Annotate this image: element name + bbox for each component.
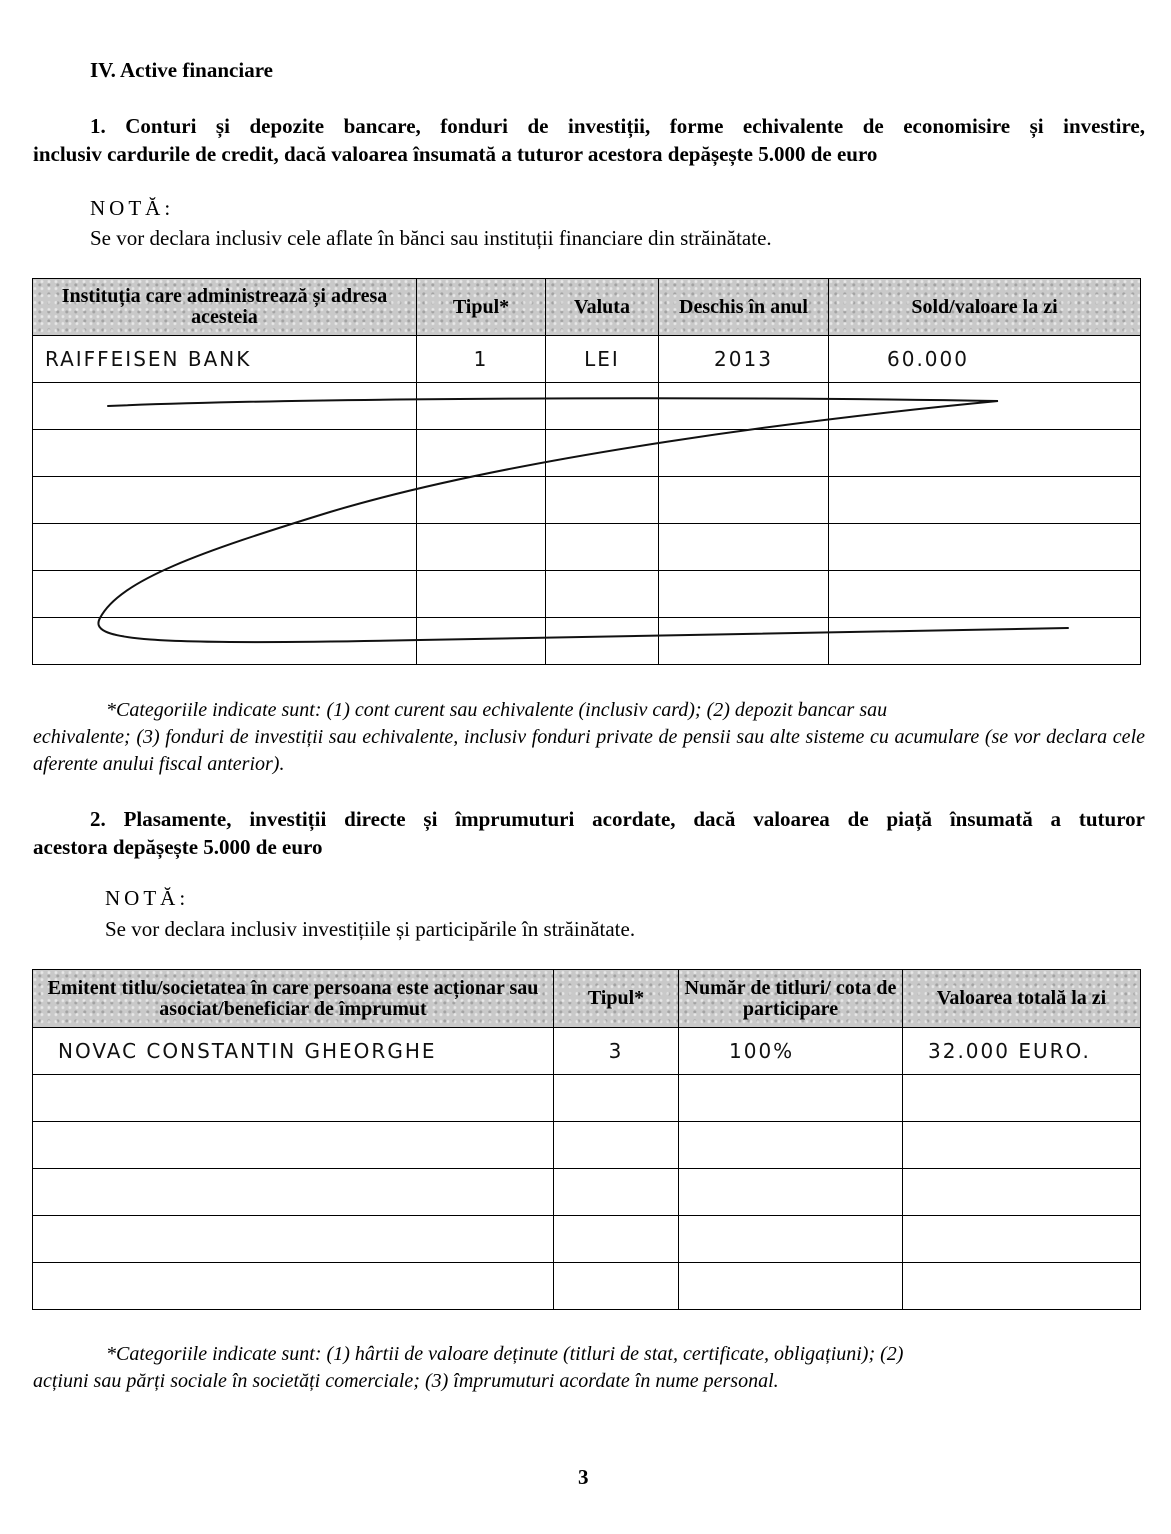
section2-footnote-line1: *Categoriile indicate sunt: (1) hârtii de valoare deținute (titluri de stat, certificate, obligațiuni); (2) bbox=[106, 1343, 904, 1365]
bank-accounts-table bbox=[32, 278, 1141, 665]
table-header-row bbox=[33, 279, 1141, 336]
cell-valoare: 32.000 EURO. bbox=[903, 1028, 1141, 1075]
section1-heading bbox=[33, 112, 1145, 168]
section2-nota-text: Se vor declara inclusiv investițiile și participările în străinătate. bbox=[105, 917, 636, 941]
table-row-empty bbox=[33, 1122, 1141, 1169]
col-header-emitent: Emitent titlu/societatea în care persoana este acționar sau asociat/beneficiar de împrumut bbox=[33, 970, 554, 1028]
cell-institutia: RAIFFEISEN BANK bbox=[33, 336, 417, 383]
section2-heading-line1: 2. Plasamente, investiții directe și împrumuturi acordate, dacă valoarea de piață însumată a tuturor bbox=[90, 807, 1145, 831]
table-header-row bbox=[33, 970, 1141, 1028]
col-header-tipul: Tipul* bbox=[554, 970, 679, 1028]
col-header-valoare: Valoarea totală la zi bbox=[903, 970, 1141, 1028]
table-row-empty bbox=[33, 1216, 1141, 1263]
table-row-empty bbox=[33, 1263, 1141, 1310]
section1-footnote-line1: *Categoriile indicate sunt: (1) cont curent sau echivalente (inclusiv card); (2) depozit bancar sau bbox=[106, 699, 888, 721]
table-row-empty bbox=[33, 430, 1141, 477]
col-header-institutia: Instituția care administrează și adresa acesteia bbox=[33, 279, 417, 336]
table-row-empty bbox=[33, 524, 1141, 571]
table-row-empty bbox=[33, 383, 1141, 430]
section-title: IV. Active financiare bbox=[90, 58, 273, 82]
section1-nota-text: Se vor declara inclusiv cele aflate în bănci sau instituții financiare din străinătate. bbox=[90, 226, 772, 250]
section1-heading-line1: 1. Conturi și depozite bancare, fonduri de investiții, forme echivalente de economisire și investire, bbox=[90, 114, 1145, 138]
table-row bbox=[33, 336, 1141, 383]
section1-nota-label: NOTĂ: bbox=[90, 196, 175, 220]
col-header-numar: Număr de titluri/ cota de participare bbox=[679, 970, 903, 1028]
section1-footnote-line2: echivalente; (3) fonduri de investiții sau echivalente, inclusiv fonduri private de pensii sau alte sisteme cu acumulare (se vor declara cele aferente anului fiscal anterior). bbox=[33, 726, 1145, 775]
col-header-valuta: Valuta bbox=[546, 279, 659, 336]
section2-heading bbox=[33, 805, 1145, 861]
table-row-empty bbox=[33, 1075, 1141, 1122]
table-row-empty bbox=[33, 618, 1141, 665]
table-row-empty bbox=[33, 1169, 1141, 1216]
cell-tipul: 1 bbox=[417, 336, 546, 383]
col-header-tipul: Tipul* bbox=[417, 279, 546, 336]
table-row-empty bbox=[33, 571, 1141, 618]
cell-sold: 60.000 bbox=[829, 336, 1141, 383]
page-number: 3 bbox=[578, 1465, 589, 1489]
section2-footnote bbox=[33, 1341, 1145, 1395]
cell-numar: 100% bbox=[679, 1028, 903, 1075]
table-row-empty bbox=[33, 477, 1141, 524]
cell-tipul: 3 bbox=[554, 1028, 679, 1075]
section2-footnote-line2: acțiuni sau părți sociale în societăți comerciale; (3) împrumuturi acordate în nume personal. bbox=[33, 1370, 779, 1392]
section1-heading-line2: inclusiv cardurile de credit, dacă valoarea însumată a tuturor acestora depășește 5.000 de euro bbox=[33, 142, 878, 166]
section2-heading-line2: acestora depășește 5.000 de euro bbox=[33, 835, 323, 859]
table-row bbox=[33, 1028, 1141, 1075]
col-header-deschis: Deschis în anul bbox=[659, 279, 829, 336]
section1-footnote bbox=[33, 697, 1145, 778]
cell-valuta: LEI bbox=[546, 336, 659, 383]
cell-emitent: NOVAC CONSTANTIN GHEORGHE bbox=[33, 1028, 554, 1075]
section2-nota-label: NOTĂ: bbox=[105, 886, 190, 910]
investments-table bbox=[32, 969, 1141, 1310]
col-header-sold: Sold/valoare la zi bbox=[829, 279, 1141, 336]
cell-deschis: 2013 bbox=[659, 336, 829, 383]
